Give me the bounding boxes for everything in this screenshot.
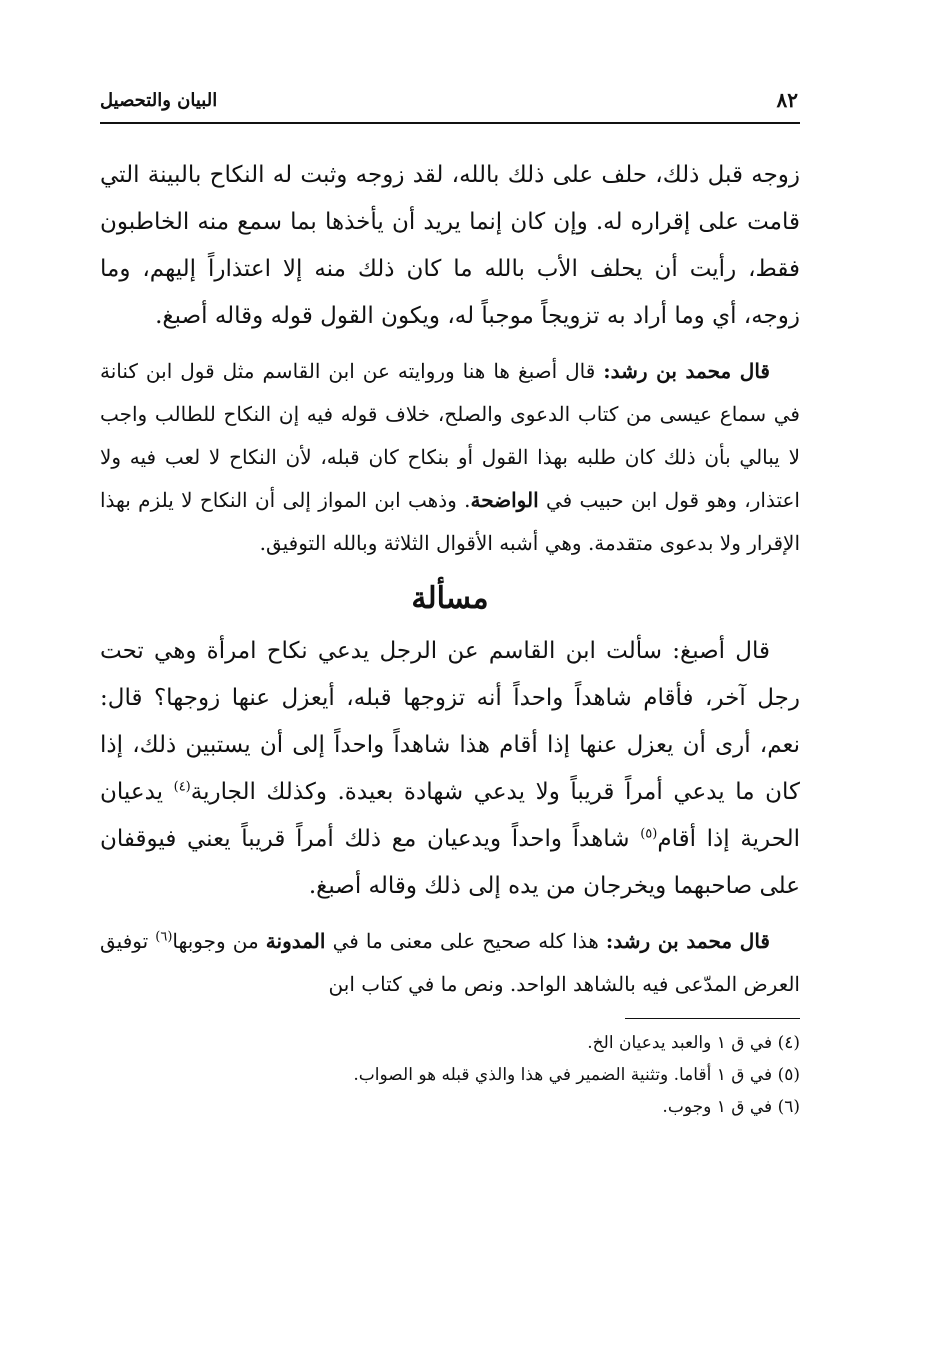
commentary-text-end: . وذهب ابن المواز إلى أن النكاح لا يلزم بهذا الإقرار ولا بدعوى متقدمة. وهي أشبه الأقوال الثلاثة وبالله التوفيق. xyxy=(100,488,800,555)
footnote-ref-4[interactable]: (٤) xyxy=(173,779,191,795)
commentary-text: قال أصبغ ها هنا وروايته عن ابن القاسم مثل قول ابن كنانة في سماع عيسى من كتاب الدعوى والصلح، خلاف قوله فيه إن النكاح للطالب واجب لا يبالي بأن ذلك كان طلبه بهذا القول أو بنكاح كان قبله، لأن النكاح لا لعب فيه ولا اعتذار، وهو قول ابن حبيب في xyxy=(100,359,800,512)
commentary2-text-b: من وجوبها xyxy=(172,929,266,953)
commentary-paragraph-2 xyxy=(100,920,800,1006)
footnote-6: (٦) في ق ١ وجوب. xyxy=(662,1097,800,1117)
footnote-4: (٤) في ق ١ والعبد يدعيان الخ. xyxy=(587,1033,800,1053)
footnote-ref-6[interactable]: (٦) xyxy=(155,929,173,945)
question-text-a: قال أصبغ: سألت ابن القاسم عن الرجل يدعي نكاح امرأة وهي تحت رجل آخر، فأقام شاهداً واحداً أنه تزوجها قبله، أيعزل عنها زوجها؟ قال: نعم، أرى أن يعزل عنها إذا أقام هذا شاهداً واحداً إلى أن يستبين ذلك، إذا كان ما يدعي أمراً قريباً ولا يدعي شهادة بعيدة. وكذلك الجارية xyxy=(100,638,800,805)
commentary2-text-c: توفيق العرض المدّعى فيه بالشاهد الواحد. ونص ما في كتاب ابن xyxy=(100,929,800,996)
footnotes xyxy=(100,1027,800,1123)
page-header xyxy=(100,82,800,124)
commentary-lead: قال محمد بن رشد: xyxy=(603,359,770,383)
commentary-paragraph xyxy=(100,350,800,565)
footnote-ref-5[interactable]: (٥) xyxy=(640,826,658,842)
question-text-c: شاهداً واحداً ويدعيان مع ذلك أمراً قريباً يعني فيوقفان على صاحبهما ويخرجان من يده إلى ذلك وقاله أصبغ. xyxy=(100,826,800,899)
running-title: البيان والتحصيل xyxy=(100,90,218,111)
commentary2-text-a: هذا كله صحيح على معنى ما في xyxy=(325,929,606,953)
page-number: ٨٢ xyxy=(776,88,798,112)
section-heading: مسألة xyxy=(411,581,489,616)
question-text-b: يدعيان الحرية إذا أقام xyxy=(100,779,800,852)
footnote-5: (٥) في ق ١ أقاما. وتثنية الضمير في هذا والذي قبله هو الصواب. xyxy=(353,1065,800,1085)
paragraph-continuation: زوجه قبل ذلك، حلف على ذلك بالله، لقد زوجه وثبت له النكاح بالبينة التي قامت على إقراره له. وإن كان إنما يريد أن يأخذها بما سمع منه الخاطبون فقط، رأيت أن يحلف الأب بالله ما كان ذلك منه إلا اعتذاراً إليهم، وما زوجه، أي وما أراد به تزويجاً موجباً له، ويكون القول قوله وقاله أصبغ. xyxy=(100,162,800,329)
footnote-divider xyxy=(625,1018,800,1019)
book-reference-wadiha: الواضحة xyxy=(470,488,539,512)
question-paragraph xyxy=(100,628,800,910)
book-reference-mudawwana: المدونة xyxy=(265,929,326,953)
book-page xyxy=(100,82,800,1302)
commentary-lead-2: قال محمد بن رشد: xyxy=(605,929,770,953)
